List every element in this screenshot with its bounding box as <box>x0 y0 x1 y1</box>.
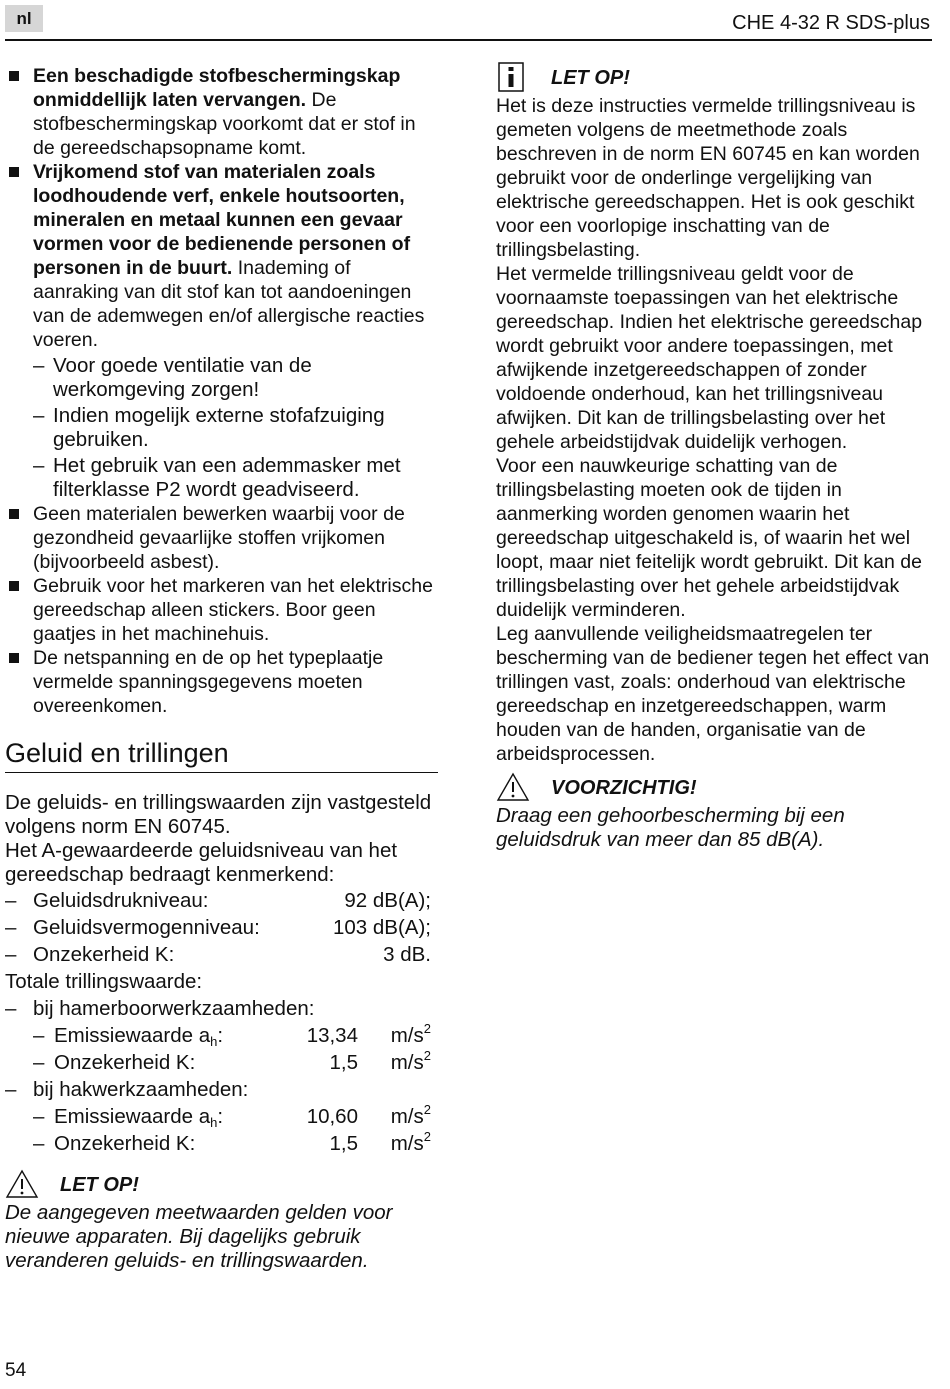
list-item <box>5 160 438 352</box>
bullet-text: Geen materialen bewerken waarbij voor de gezondheid gevaarlijke stoffen vrijkomen (bijvoorbeeld asbest). <box>33 503 405 573</box>
spec-value: 1,5 <box>329 1051 358 1074</box>
spec-label: Onzekerheid K: <box>33 943 175 966</box>
info-paragraph: Het vermelde trillingsniveau geldt voor de voornaamste toepassingen van het elektrische gereedschap. Indien het elektrische gereedschap wordt gebruikt voor andere toepassingen, met afwijkende inzetgereedschappen of zonder voldoende onderhoud, kan het trillingsniveau afwijken. Dit kan de trillingsbelasting over het gehele arbeidstijdvak duidelijk verhogen. <box>496 263 923 453</box>
spec-value: 1,5 <box>329 1132 358 1155</box>
spec-row <box>5 887 438 914</box>
vibration-title: Totale trillingswaarde: <box>5 970 203 993</box>
spec-unit: $m/s^2$ <box>390 1129 431 1155</box>
section-heading: Geluid en trillingen <box>5 736 438 773</box>
dash-marker: – <box>33 404 45 427</box>
spec-row <box>5 914 438 941</box>
spec-label: Geluidsdrukniveau: <box>33 889 209 912</box>
info-header <box>496 64 936 94</box>
spec-value: 92 dB(A); <box>344 889 431 912</box>
left-column <box>5 64 438 1273</box>
sub-item-text: Indien mogelijk externe stofafzuiging gebruiken. <box>53 404 385 451</box>
dash-marker: – <box>33 1105 45 1128</box>
dash-marker: – <box>33 1132 45 1155</box>
spec-unit: $m/s^2$ <box>390 1048 431 1074</box>
spec-row <box>5 1103 438 1130</box>
spec-label: Onzekerheid K: <box>54 1051 196 1074</box>
info-paragraph: Het is deze instructies vermelde trillingsniveau is gemeten volgens de meetmethode zoals beschreven in de norm EN 60745 en kan worden gebruikt voor de onderlinge vergelijking van elektrische gereedschappen. Het is ook geschikt voor een voorlopige inschatting van de trillingsbelasting. <box>496 95 920 261</box>
spec-label: Emissiewaarde $a_h$: <box>54 1105 224 1130</box>
warning-triangle-icon <box>496 772 530 808</box>
spec-value: 13,34 <box>306 1024 358 1047</box>
spec-row <box>5 1130 438 1157</box>
bullet-text: Gebruik voor het markeren van het elektrische gereedschap alleen stickers. Boor geen gaatjes in het machinehuis. <box>33 575 433 645</box>
language-tab: nl <box>5 5 43 32</box>
spec-unit: $m/s^2$ <box>390 1021 431 1047</box>
product-title: CHE 4-32 R SDS-plus <box>732 12 930 34</box>
bullet-bold-text: Een beschadigde stofbeschermingskap onmiddellijk laten vervangen. <box>33 65 401 111</box>
spec-label: Geluidsvermogenniveau: <box>33 916 260 939</box>
bullet-bold-text: Vrijkomend stof van materialen zoals loodhoudende verf, enkele houtsoorten, mineralen en metaal kunnen een gevaar vormen voor de bedienende personen of personen in de buurt. <box>33 161 411 279</box>
dash-marker: – <box>33 1024 45 1047</box>
info-icon <box>498 62 524 98</box>
warning-header <box>5 1169 438 1201</box>
bullet-text: Inademing of aanraking van dit stof kan tot aandoeningen van de ademwegen en/of allergische reacties voeren. <box>33 257 425 351</box>
sub-item-text: Voor goede ventilatie van de werkomgeving zorgen! <box>53 354 312 401</box>
dash-marker: – <box>5 1078 17 1101</box>
warning-text: De aangegeven meetwaarden gelden voor nieuwe apparaten. Bij dagelijks gebruik veranderen geluids- en trillingswaarden. <box>5 1201 393 1272</box>
caution-label: VOORZICHTIG! <box>551 777 697 799</box>
spec-row <box>5 1049 438 1076</box>
info-paragraph: Leg aanvullende veiligheidsmaatregelen ter bescherming van de bediener tegen het effect van trillingen vast, zoals: onderhoud van elektrische gereedschap en inzetgereedschappen, warm houden van de handen, organisatie van de arbeidsprocessen. <box>496 623 930 765</box>
list-item <box>5 574 438 646</box>
sub-list-item <box>5 454 438 502</box>
spec-row <box>5 1076 438 1103</box>
spec-row <box>5 941 438 968</box>
bullet-text: De stofbeschermingskap voorkomt dat er stof in de gereedschapsopname komt. <box>33 89 416 159</box>
info-label: LET OP! <box>551 67 630 89</box>
vibration-group-label: bij hakwerkzaamheden: <box>33 1078 249 1101</box>
bullet-text: De netspanning en de op het typeplaatje vermelde spanningsgegevens moeten overeenkomen. <box>33 647 384 717</box>
dash-marker: – <box>33 1051 45 1074</box>
list-item <box>5 502 438 574</box>
spec-label: Emissiewaarde $a_h$: <box>54 1024 224 1049</box>
caution-text: Draag een gehoorbescherming bij een geluidsdruk van meer dan 85 dB(A). <box>496 804 845 851</box>
spec-value: 3 dB. <box>383 943 431 966</box>
info-paragraph: Voor een nauwkeurige schatting van de trillingsbelasting moeten ook de tijden in aanmerking worden genomen waarin het gereedschap uitgeschakeld is, of waarin het wel loopt, maar niet feitelijk wordt gebruikt. Dit kan de trillingsbelasting over het gehele arbeidstijdvak duidelijk verminderen. <box>496 455 922 621</box>
spec-row <box>5 995 438 1022</box>
sub-list-item <box>5 354 438 402</box>
spec-value: 10,60 <box>306 1105 358 1128</box>
dash-marker: – <box>33 354 45 377</box>
list-item <box>5 646 438 718</box>
dash-marker: – <box>5 997 17 1020</box>
dash-marker: – <box>5 889 17 912</box>
warning-triangle-icon <box>5 1169 39 1205</box>
sub-list-item <box>5 404 438 452</box>
caution-header <box>496 772 936 804</box>
right-column <box>496 64 936 852</box>
list-item <box>5 64 438 160</box>
spec-row <box>5 1022 438 1049</box>
intro-paragraph: Het A-gewaardeerde geluidsniveau van het gereedschap bedraagt kenmerkend: <box>5 839 398 886</box>
warning-label: LET OP! <box>60 1174 139 1196</box>
vibration-group-label: bij hamerboorwerkzaamheden: <box>33 997 315 1020</box>
spec-unit: $m/s^2$ <box>390 1102 431 1128</box>
spec-value: 103 dB(A); <box>333 916 431 939</box>
intro-paragraph: De geluids- en trillingswaarden zijn vastgesteld volgens norm EN 60745. <box>5 791 432 838</box>
dash-marker: – <box>5 943 17 966</box>
spec-label: Onzekerheid K: <box>54 1132 196 1155</box>
dash-marker: – <box>5 916 17 939</box>
sub-item-text: Het gebruik van een ademmasker met filterklasse P2 wordt geadviseerd. <box>53 454 401 501</box>
page-number: 54 <box>5 1360 27 1381</box>
dash-marker: – <box>33 454 45 477</box>
header-divider <box>5 39 932 41</box>
